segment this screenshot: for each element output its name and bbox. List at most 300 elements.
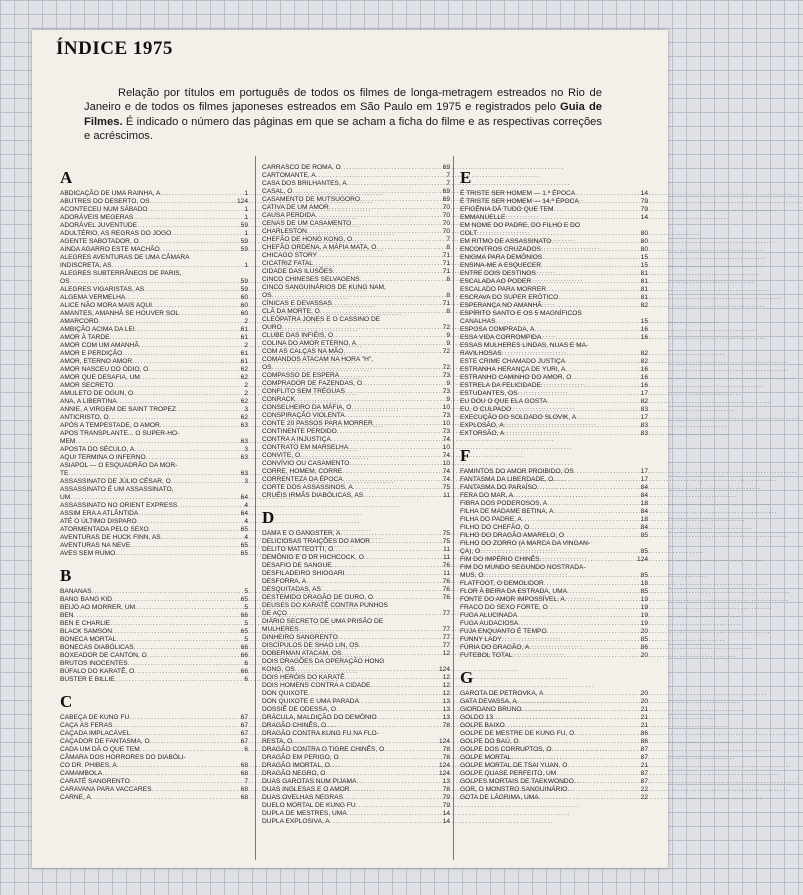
- index-entry: [460, 430, 648, 438]
- page-number: 67: [240, 730, 248, 737]
- page-number: 61: [240, 350, 248, 357]
- page-number: 12: [442, 650, 450, 657]
- page-number: 10: [442, 404, 450, 411]
- page-number: 2: [244, 342, 248, 349]
- index-column-1: [60, 164, 248, 864]
- film-title: FUTEBOL TOTAL: [460, 652, 513, 659]
- page-number: 75: [442, 538, 450, 545]
- film-title: EU DOU O QUE ELA GOSTA: [460, 398, 548, 405]
- film-title: ANNIE, A VIRGEM DE SAINT TROPEZ: [60, 406, 176, 413]
- film-title: ADORÁVEL JUVENTUDE: [60, 222, 138, 229]
- page-number: 72: [442, 324, 450, 331]
- page-number: 70: [442, 220, 450, 227]
- page-number: 2: [244, 382, 248, 389]
- page-number: 69: [442, 164, 450, 171]
- page-number: 65: [240, 596, 248, 603]
- film-title: AQUI TERMINA O INFERNO: [60, 454, 146, 461]
- film-title: CARNE, A: [60, 794, 91, 801]
- dot-leader: [134, 446, 242, 454]
- dot-leader: [571, 374, 638, 382]
- page-number: 59: [240, 286, 248, 293]
- index-entry: [460, 214, 648, 222]
- page-number: 2: [244, 318, 248, 325]
- page-number: 124: [236, 198, 248, 205]
- index-entry: [60, 438, 248, 446]
- index-entry: [60, 660, 248, 668]
- film-title: DESAFIO DE SANGUE: [262, 562, 332, 569]
- index-entry: [460, 492, 648, 500]
- page-number: 87: [640, 770, 648, 777]
- index-entry: [460, 778, 648, 786]
- page-number: 21: [640, 722, 648, 729]
- film-title: CIDADE DAS ILUSÕES: [262, 268, 333, 275]
- page-number: 15: [640, 262, 648, 269]
- page-number: 8: [446, 244, 450, 251]
- dot-leader: [574, 778, 639, 786]
- index-entry: [262, 690, 450, 698]
- index-entry: [262, 746, 450, 754]
- dot-leader: [546, 286, 639, 294]
- film-title: RAVILHOSAS: [460, 350, 502, 357]
- film-title: BLACK SAMSON: [60, 628, 113, 635]
- film-title: DUPLA EXPLOSIVA, A: [262, 818, 330, 825]
- dot-leader: [117, 762, 239, 770]
- index-entry: [60, 526, 248, 534]
- dot-leader: [565, 596, 639, 604]
- dot-leader: [122, 350, 238, 358]
- page-number: 5: [244, 588, 248, 595]
- dot-leader: [150, 198, 235, 206]
- index-entry: [262, 460, 450, 468]
- page-number: 12: [442, 674, 450, 681]
- index-entry: [60, 502, 248, 510]
- page-number: 74: [442, 452, 450, 459]
- page-number: 66: [240, 644, 248, 651]
- page-number: 11: [443, 546, 450, 553]
- index-entry: [60, 588, 248, 596]
- film-title: CONTRATO EM MARSELHA: [262, 444, 349, 451]
- film-title: CONSELHEIRO DA MÁFIA, O: [262, 404, 352, 411]
- dot-leader: [91, 794, 239, 802]
- page-number: 85: [640, 548, 648, 555]
- film-title: GOLPE QUASE PERFEITO, UM: [460, 770, 557, 777]
- film-title: GOLPE MORTAL DE TSAI YUAN, O: [460, 762, 568, 769]
- section-letter: F: [460, 446, 471, 465]
- index-column-2: [262, 164, 450, 864]
- index-entry: [460, 310, 648, 318]
- index-entry: [262, 658, 450, 666]
- dot-leader: [360, 276, 445, 284]
- dot-leader: [362, 380, 444, 388]
- film-title: AVENTURAS DE HUCK FINN, AS: [60, 534, 161, 541]
- index-entry: [262, 188, 450, 196]
- film-title: AMBIÇÃO ACIMA DA LEI: [60, 326, 135, 333]
- index-entry: [262, 484, 450, 492]
- dot-leader: [129, 714, 238, 722]
- film-title: ESPERANÇA NO AMANHÃ: [460, 302, 542, 309]
- page-number: 10: [442, 420, 450, 427]
- film-title: BÚFALO DO KARATÊ, O: [60, 668, 135, 675]
- film-title: ANTICRISTO, O: [60, 414, 109, 421]
- index-entry: [60, 722, 248, 730]
- page-number: 21: [640, 714, 648, 721]
- dot-leader: [575, 190, 638, 198]
- page-number: 3: [244, 478, 248, 485]
- film-title: FANTASMA DA LIBERDADE, O: [460, 476, 554, 483]
- index-entry: [262, 412, 450, 420]
- film-title: AMULETO DE OGUN, O: [60, 390, 134, 397]
- page-number: 16: [640, 374, 648, 381]
- dot-leader: [117, 398, 239, 406]
- index-entry: [60, 762, 248, 770]
- film-title: CLEÓPATRA JONES E O CASSINO DE: [262, 316, 381, 323]
- dot-leader: [139, 238, 239, 246]
- dot-leader: [98, 318, 242, 326]
- page-number: 86: [640, 730, 648, 737]
- index-entry: [262, 594, 450, 602]
- film-title: CATIVA DE UM AMOR: [262, 204, 329, 211]
- page-number: 1: [244, 262, 248, 269]
- film-title: DESQUITADAS, AS: [262, 586, 321, 593]
- page-number: 19: [640, 620, 648, 627]
- page-number: 16: [640, 334, 648, 341]
- dot-leader: [317, 252, 441, 260]
- film-title: CASA DOS BRILHANTES, A: [262, 180, 347, 187]
- film-title: CARATÉ SANGRENTO: [60, 778, 130, 785]
- page-number: 86: [640, 644, 648, 651]
- dot-leader: [292, 188, 440, 196]
- index-entry: [60, 254, 248, 262]
- page-number: 67: [240, 722, 248, 729]
- dot-leader: [554, 206, 639, 214]
- dot-leader: [171, 478, 243, 486]
- index-entry: [262, 650, 450, 658]
- index-entry: [60, 390, 248, 398]
- film-title: DUELO MORTAL DE KUNG FU: [262, 802, 356, 809]
- index-entry: [262, 292, 450, 300]
- dot-leader: [329, 204, 441, 212]
- film-title: ESTRANHO CAMINHO DO AMOR, O: [460, 374, 572, 381]
- index-entry: [60, 620, 248, 628]
- page-number: 1: [244, 230, 248, 237]
- dot-leader: [135, 604, 242, 612]
- dot-leader: [505, 214, 638, 222]
- dot-leader: [282, 324, 441, 332]
- page-number: 14: [640, 214, 648, 221]
- dot-leader: [150, 738, 239, 746]
- page-number: 17: [640, 476, 648, 483]
- index-entry: [60, 510, 248, 518]
- index-entry: [60, 270, 248, 278]
- film-title: FAMINTOS DO AMOR PROIBIDO, OS: [460, 468, 574, 475]
- film-title: DRAGÃO CHINÊS, O: [262, 722, 327, 729]
- film-title: FIM DO IMPÉRIO CHINÊS: [460, 556, 540, 563]
- page-number: 73: [442, 372, 450, 379]
- index-entry: [460, 342, 648, 350]
- dot-leader: [130, 542, 238, 550]
- page-number: 86: [640, 738, 648, 745]
- page-number: 22: [640, 794, 648, 801]
- page-number: 79: [442, 802, 450, 809]
- index-entry: [60, 190, 248, 198]
- dot-leader: [325, 770, 437, 778]
- index-entry: [460, 524, 648, 532]
- dot-leader: [351, 220, 440, 228]
- film-title: AVES SEM RUMO: [60, 550, 116, 557]
- film-title: CONTE 20 PASSOS PARA MORRER: [262, 420, 373, 427]
- page-number: 14: [442, 818, 450, 825]
- film-title: DIÁRIO SECRETO DE UMA PRISÃO DE: [262, 618, 384, 625]
- film-title: CAÇA ÀS FERAS: [60, 722, 113, 729]
- film-title: DOSSIÊ DE ODESSA, O: [262, 706, 337, 713]
- index-entry: [460, 190, 648, 198]
- film-title: COLT: [460, 230, 478, 237]
- dot-leader: [539, 794, 639, 802]
- index-entry: [60, 494, 248, 502]
- film-title: FILHA DE MADAME BETINA, A: [460, 508, 554, 515]
- page-number: 68: [240, 770, 248, 777]
- index-entry: [60, 462, 248, 470]
- film-title: DELITO MATTEOTTI, O: [262, 546, 334, 553]
- index-entry: [60, 668, 248, 676]
- index-entry: [262, 578, 450, 586]
- page-number: 7: [446, 172, 450, 179]
- dot-leader: [551, 746, 638, 754]
- index-entry: [460, 636, 648, 644]
- dot-leader: [112, 596, 239, 604]
- page-number: 2: [244, 390, 248, 397]
- index-entry: [262, 618, 450, 626]
- index-entry: [262, 674, 450, 682]
- film-title: AMOR COM UM AMANHÃ: [60, 342, 139, 349]
- dot-leader: [115, 550, 238, 558]
- index-entry: [262, 810, 450, 818]
- index-entry: [60, 302, 248, 310]
- film-title: APOSTA DO SÉCULO, A: [60, 446, 135, 453]
- page-number: 71: [442, 268, 450, 275]
- film-title: DRAGÃO EM PERIGO, O: [262, 754, 339, 761]
- page-number: 83: [640, 422, 648, 429]
- dot-leader: [137, 518, 243, 526]
- index-entry: [460, 698, 648, 706]
- page-number: 75: [442, 530, 450, 537]
- index-entry: [60, 222, 248, 230]
- film-title: DRAGÃO NEGRO, O: [262, 770, 326, 777]
- index-entry: [262, 538, 450, 546]
- dot-leader: [340, 530, 440, 538]
- page-number: 65: [240, 550, 248, 557]
- film-title: AMOR, ETERNO AMOR: [60, 358, 133, 365]
- film-title: BEIJO AO MORRER, UM: [60, 604, 136, 611]
- page-number: 13: [442, 778, 450, 785]
- dot-leader: [133, 214, 242, 222]
- page-number: 19: [640, 604, 648, 611]
- dot-leader: [330, 818, 441, 826]
- entry-list: [460, 190, 648, 438]
- index-entry: [262, 722, 450, 730]
- index-entry: [262, 714, 450, 722]
- page-number: 82: [640, 358, 648, 365]
- dot-leader: [287, 610, 441, 618]
- index-entry: [262, 164, 450, 172]
- index-entry: [262, 316, 450, 324]
- index-entry: [460, 722, 648, 730]
- index-entry: [460, 532, 648, 540]
- page-number: 80: [640, 230, 648, 237]
- dot-leader: [373, 594, 441, 602]
- index-entry: [262, 786, 450, 794]
- index-entry: [460, 540, 648, 548]
- page-number: 63: [240, 422, 248, 429]
- index-entry: [460, 620, 648, 628]
- dot-leader: [344, 570, 441, 578]
- page-number: 7: [446, 236, 450, 243]
- index-entry: [262, 452, 450, 460]
- page-number: 79: [442, 794, 450, 801]
- index-entry: [262, 428, 450, 436]
- film-title: GOLPE BAIXO: [460, 722, 505, 729]
- film-title: MEM: [60, 438, 76, 445]
- index-entry: [60, 198, 248, 206]
- film-title: CONVÍVIO OU CASAMENTO: [262, 460, 350, 467]
- film-title: AMANTES, AMANHÃ SE HOUVER SOL: [60, 310, 180, 317]
- dot-leader: [339, 754, 441, 762]
- page-number: 14: [442, 810, 450, 817]
- film-title: COMANDOS ATACAM NA HORA "H",: [262, 356, 374, 363]
- dot-leader: [377, 714, 441, 722]
- dot-leader: [343, 348, 440, 356]
- index-page: [32, 30, 668, 868]
- film-title: ESPOSA COMPRADA, A: [460, 326, 535, 333]
- entry-list: [460, 468, 648, 660]
- film-title: ESTUDANTES, OS: [460, 390, 518, 397]
- dot-leader: [74, 612, 239, 620]
- index-entry: [60, 334, 248, 342]
- film-title: GATA DEVASSA, A: [460, 698, 517, 705]
- page-number: 7: [446, 180, 450, 187]
- dot-leader: [373, 420, 441, 428]
- page-number: 65: [240, 542, 248, 549]
- index-entry: [460, 468, 648, 476]
- film-title: EXPLOSÃO, A: [460, 422, 504, 429]
- page-number: 69: [442, 196, 450, 203]
- page-number: 5: [244, 620, 248, 627]
- film-title: CAUSA PERDIDA: [262, 212, 316, 219]
- index-entry: [60, 318, 248, 326]
- page-number: 1: [244, 214, 248, 221]
- dot-leader: [308, 690, 440, 698]
- film-title: DUAS GAROTAS NUM PIJAMA: [262, 778, 357, 785]
- dot-leader: [513, 492, 639, 500]
- index-entry: [262, 180, 450, 188]
- page-number: 61: [240, 334, 248, 341]
- page-number: 87: [640, 746, 648, 753]
- film-title: DEUSES DO KARATÊ CONTRA PUNHOS: [262, 602, 388, 609]
- film-title: BUSTER E BILLIE: [60, 676, 115, 683]
- dot-leader: [272, 292, 445, 300]
- page-number: 84: [640, 484, 648, 491]
- dot-leader: [567, 786, 638, 794]
- intro-paragraph: [84, 86, 602, 144]
- dot-leader: [339, 372, 440, 380]
- film-title: ATORMENTADA PELO SEXO: [60, 526, 149, 533]
- index-entry: [262, 268, 450, 276]
- dot-leader: [370, 682, 440, 690]
- film-title: FIM DO MUNDO SEGUNDO NOSTRADA-: [460, 564, 586, 571]
- dot-leader: [148, 206, 243, 214]
- index-entry: [262, 682, 450, 690]
- index-entry: [460, 596, 648, 604]
- index-entry: [460, 406, 648, 414]
- dot-leader: [144, 286, 238, 294]
- index-entry: [60, 596, 248, 604]
- page-number: 73: [442, 412, 450, 419]
- film-title: GOLPE DOS CORRUPTOS, O: [460, 746, 552, 753]
- index-entry: [262, 802, 450, 810]
- film-title: CRUÉIS IRMÃS DIABÓLICAS, AS: [262, 492, 364, 499]
- page-number: 85: [640, 532, 648, 539]
- dot-leader: [359, 698, 441, 706]
- dot-leader: [519, 738, 639, 746]
- page-number: 12: [442, 690, 450, 697]
- page-number: 60: [240, 302, 248, 309]
- page-number: 74: [442, 436, 450, 443]
- index-entry: [60, 278, 248, 286]
- film-title: CARRASCO DE ROMA, O: [262, 164, 341, 171]
- film-title: BANANAS: [60, 588, 92, 595]
- index-entry: [262, 196, 450, 204]
- film-title: OS: [60, 278, 70, 285]
- dot-leader: [356, 802, 441, 810]
- dot-leader: [333, 546, 441, 554]
- dot-leader: [345, 388, 441, 396]
- film-title: DINHEIRO SANGRENTO: [262, 634, 338, 641]
- page-number: 72: [442, 364, 450, 371]
- film-title: APÓS A TEMPESTADE, O AMOR: [60, 422, 160, 429]
- page-number: 13: [442, 714, 450, 721]
- film-title: DAMA E O GANGSTER, A: [262, 530, 341, 537]
- entry-list: [60, 714, 248, 802]
- page-number: 80: [640, 238, 648, 245]
- index-entry: [460, 644, 648, 652]
- film-title: BONECAS DIABÓLICAS: [60, 644, 134, 651]
- film-title: FÚRIA DO DRAGÃO, A: [460, 644, 530, 651]
- dot-leader: [511, 406, 638, 414]
- page-number: 59: [240, 278, 248, 285]
- film-title: FRACO DO SEXO FORTE, O: [460, 604, 548, 611]
- film-title: GOR, O MONSTRO SANGUINÁRIO: [460, 786, 568, 793]
- film-title: COLINA DO AMOR ETERNO, A: [262, 340, 357, 347]
- page-number: 14: [640, 190, 648, 197]
- film-title: ESSAS MULHERES LINDAS, NUAS E MA-: [460, 342, 589, 349]
- index-entry: [60, 366, 248, 374]
- dot-leader: [376, 244, 444, 252]
- film-title: FUJA ENQUANTO É TEMPO: [460, 628, 547, 635]
- page-number: 3: [244, 446, 248, 453]
- index-entry: [460, 334, 648, 342]
- page-number: 75: [442, 484, 450, 491]
- film-title: EM RITMO DE ASSASSINATO: [460, 238, 552, 245]
- dot-leader: [347, 180, 445, 188]
- film-title: ASIAPOL — O ESQUADRÃO DA MOR-: [60, 462, 178, 469]
- dot-leader: [161, 534, 243, 542]
- index-entry: [460, 652, 648, 660]
- film-title: GOLPES MORTAIS DE TAEKWONDO: [460, 778, 574, 785]
- page-number: 77: [442, 610, 450, 617]
- film-title: GOLPE MORTAL: [460, 754, 512, 761]
- dot-leader: [542, 254, 638, 262]
- page-number: 18: [640, 516, 648, 523]
